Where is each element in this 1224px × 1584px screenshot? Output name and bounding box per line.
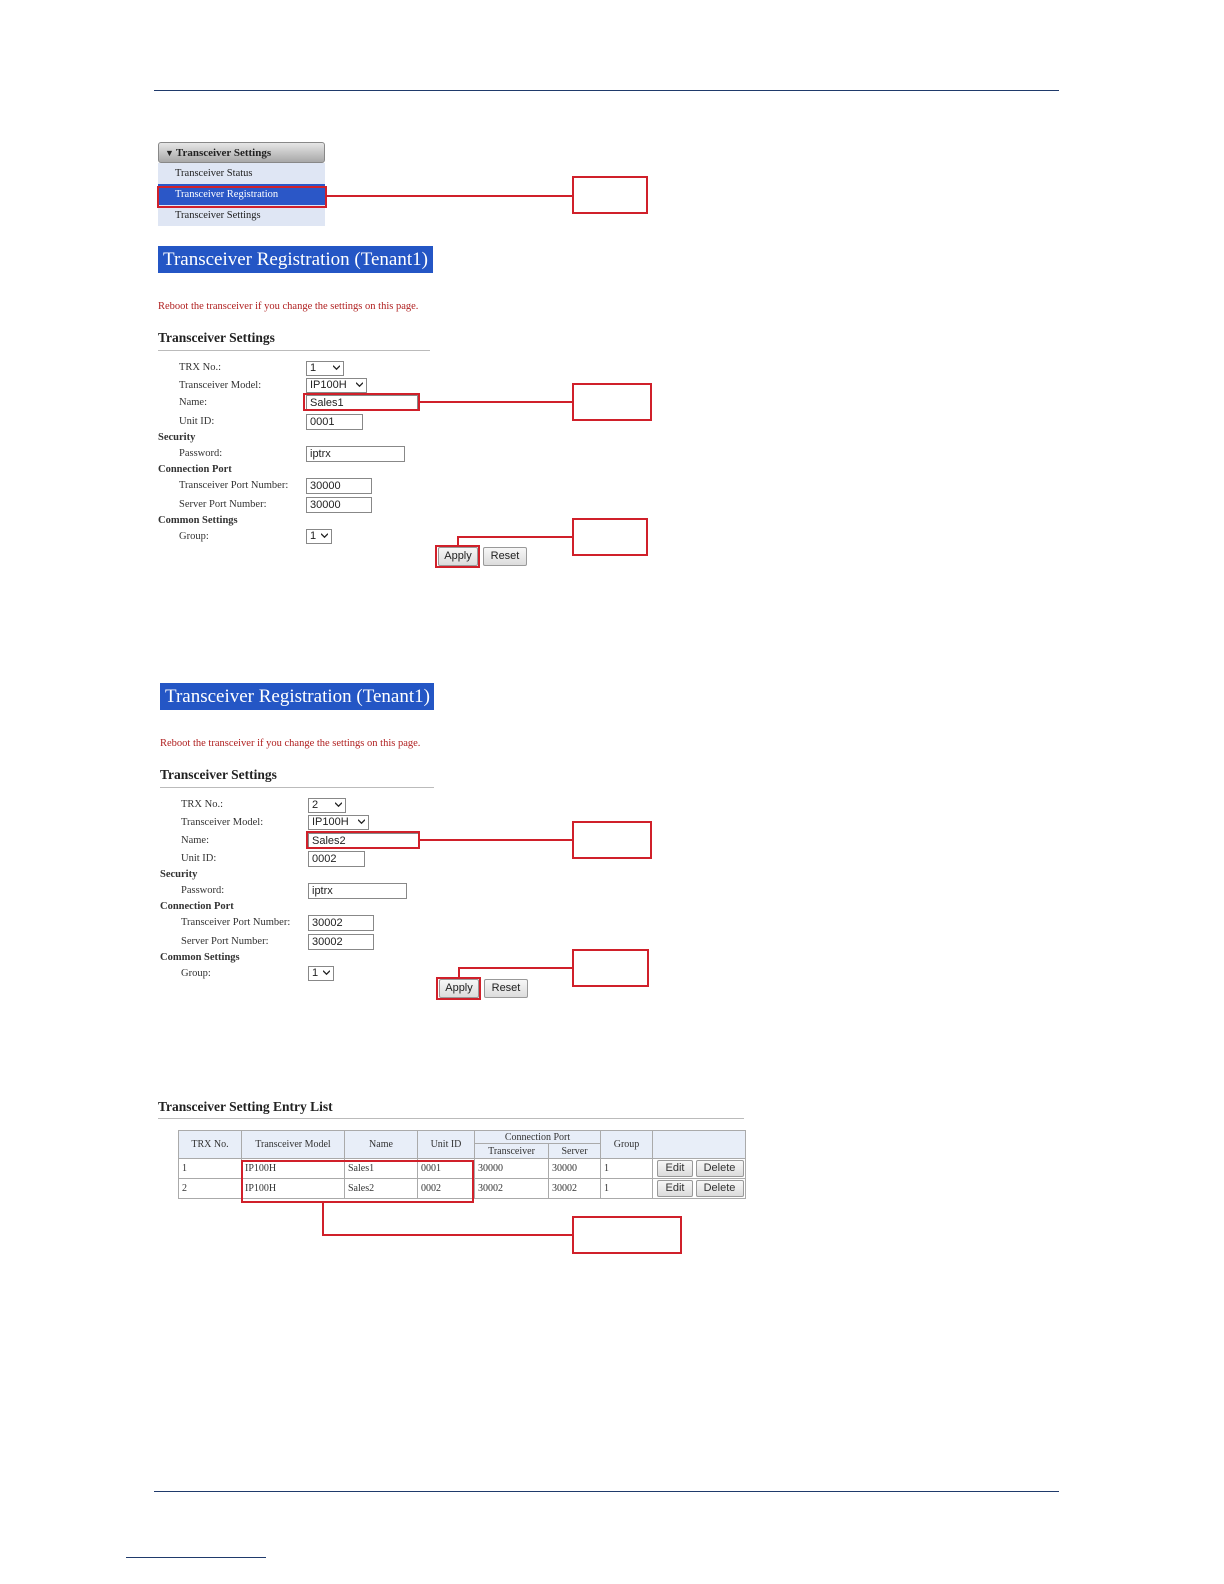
section-title: Transceiver Settings — [158, 330, 275, 345]
unit-id-label: Unit ID: — [181, 853, 217, 864]
section-rule — [158, 350, 430, 351]
unit-id-field[interactable]: 0002 — [308, 851, 365, 867]
callout-line — [322, 1234, 573, 1236]
delete-button[interactable]: Delete — [696, 1160, 744, 1177]
cell-actions — [653, 1159, 746, 1179]
menu-header-label: Transceiver Settings — [175, 147, 272, 159]
callout-line — [420, 401, 573, 403]
server-port-field[interactable]: 30002 — [308, 934, 374, 950]
model-label: Transceiver Model: — [181, 817, 264, 828]
trx-no-value: 1 — [310, 362, 317, 374]
col-trx-no: TRX No. — [179, 1131, 242, 1159]
server-port-label: Server Port Number: — [179, 499, 267, 510]
transceiver-settings-menu — [158, 142, 325, 226]
trx-port-field[interactable]: 30002 — [308, 915, 374, 931]
connection-port-heading: Connection Port — [160, 901, 234, 912]
callout-label-box — [572, 518, 648, 556]
header-rule — [154, 90, 1059, 91]
callout-label-box — [572, 1216, 682, 1254]
callout-label-box — [572, 176, 648, 214]
menu-item-transceiver-status[interactable]: Transceiver Status — [175, 168, 253, 179]
col-actions — [653, 1131, 746, 1159]
callout-box-name — [303, 393, 420, 411]
page-title: Transceiver Registration (Tenant1) — [160, 683, 434, 710]
group-label: Group: — [181, 968, 211, 979]
col-model: Transceiver Model — [242, 1131, 345, 1159]
name-label: Name: — [179, 397, 207, 408]
model-value: IP100H — [312, 816, 349, 828]
unit-id-field[interactable]: 0001 — [306, 414, 363, 430]
cell-unit-id: 0002 — [418, 1179, 475, 1199]
group-value: 1 — [310, 530, 317, 542]
cell-trx-port: 30002 — [475, 1179, 549, 1199]
callout-label-box — [572, 949, 649, 987]
common-settings-heading: Common Settings — [160, 952, 240, 963]
password-label: Password: — [181, 885, 225, 896]
cell-name: Sales1 — [345, 1159, 418, 1179]
trx-no-label: TRX No.: — [179, 362, 221, 373]
model-label: Transceiver Model: — [179, 380, 262, 391]
chevron-down-icon — [321, 532, 328, 539]
name-field[interactable]: Sales2 — [308, 833, 420, 849]
chevron-down-icon — [356, 381, 363, 388]
trx-no-label: TRX No.: — [181, 799, 223, 810]
apply-button[interactable]: Apply — [439, 979, 479, 998]
cell-name: Sales2 — [345, 1179, 418, 1199]
callout-label-box — [572, 821, 652, 859]
edit-button[interactable]: Edit — [657, 1160, 693, 1177]
callout-box-table-entries — [241, 1160, 474, 1203]
chevron-down-icon — [323, 969, 330, 976]
callout-box-apply — [435, 545, 480, 568]
security-heading: Security — [160, 869, 198, 880]
connection-port-heading: Connection Port — [158, 464, 232, 475]
footer-link-rule — [126, 1557, 266, 1558]
callout-line — [322, 1203, 324, 1236]
cell-group: 1 — [601, 1159, 653, 1179]
trx-port-label: Transceiver Port Number: — [179, 480, 289, 491]
cell-unit-id: 0001 — [418, 1159, 475, 1179]
edit-button[interactable]: Edit — [657, 1180, 693, 1197]
group-select[interactable] — [306, 529, 332, 544]
footer-rule — [154, 1491, 1059, 1492]
trx-no-select[interactable] — [306, 361, 344, 376]
cell-model: IP100H — [242, 1159, 345, 1179]
callout-line — [457, 536, 573, 538]
chevron-down-icon — [333, 364, 340, 371]
group-label: Group: — [179, 531, 209, 542]
callout-line — [420, 839, 573, 841]
apply-button[interactable]: Apply — [438, 547, 478, 566]
reboot-warning: Reboot the transceiver if you change the settings on this page. — [160, 738, 421, 749]
trx-port-label: Transceiver Port Number: — [181, 917, 291, 928]
cell-trx-port: 30000 — [475, 1159, 549, 1179]
unit-id-label: Unit ID: — [179, 416, 215, 427]
reset-button[interactable]: Reset — [484, 979, 528, 998]
col-transceiver: Transceiver — [475, 1144, 549, 1159]
entry-list-rule — [158, 1118, 744, 1119]
callout-line — [458, 967, 573, 969]
cell-server-port: 30000 — [549, 1159, 601, 1179]
callout-line — [327, 195, 573, 197]
group-value: 1 — [312, 967, 319, 979]
reset-button[interactable]: Reset — [483, 547, 527, 566]
chevron-down-icon — [335, 801, 342, 808]
common-settings-heading: Common Settings — [158, 515, 238, 526]
entry-list-title: Transceiver Setting Entry List — [158, 1099, 333, 1114]
callout-box-name — [306, 831, 420, 849]
callout-box-menu-highlight — [157, 186, 327, 208]
trx-port-field[interactable]: 30000 — [306, 478, 372, 494]
trx-no-select[interactable] — [308, 798, 346, 813]
section-rule — [160, 787, 434, 788]
group-select[interactable] — [308, 966, 334, 981]
server-port-label: Server Port Number: — [181, 936, 269, 947]
chevron-down-icon — [358, 818, 365, 825]
password-field[interactable]: iptrx — [306, 446, 405, 462]
col-server: Server — [549, 1144, 601, 1159]
delete-button[interactable]: Delete — [696, 1180, 744, 1197]
col-connection-port: Connection Port — [475, 1131, 601, 1144]
model-select[interactable] — [308, 815, 369, 830]
cell-model: IP100H — [242, 1179, 345, 1199]
model-value: IP100H — [310, 379, 347, 391]
menu-header[interactable] — [158, 142, 325, 163]
security-heading: Security — [158, 432, 196, 443]
col-group: Group — [601, 1131, 653, 1159]
name-field[interactable]: Sales1 — [306, 395, 418, 411]
callout-box-apply — [436, 977, 481, 1000]
reboot-warning: Reboot the transceiver if you change the settings on this page. — [158, 301, 419, 312]
server-port-field[interactable]: 30000 — [306, 497, 372, 513]
section-title: Transceiver Settings — [160, 767, 277, 782]
model-select[interactable] — [306, 378, 367, 393]
triangle-down-icon: ▼ — [165, 148, 174, 158]
cell-trx-no: 1 — [179, 1159, 242, 1179]
callout-label-box — [572, 383, 652, 421]
trx-no-value: 2 — [312, 799, 319, 811]
password-field[interactable]: iptrx — [308, 883, 407, 899]
page-title: Transceiver Registration (Tenant1) — [158, 246, 433, 273]
menu-item-transceiver-settings[interactable]: Transceiver Settings — [175, 210, 261, 221]
password-label: Password: — [179, 448, 223, 459]
menu-item-transceiver-registration[interactable]: Transceiver Registration — [158, 184, 325, 205]
cell-trx-no: 2 — [179, 1179, 242, 1199]
name-label: Name: — [181, 835, 209, 846]
cell-group: 1 — [601, 1179, 653, 1199]
col-unit-id: Unit ID — [418, 1131, 475, 1159]
cell-server-port: 30002 — [549, 1179, 601, 1199]
cell-actions — [653, 1179, 746, 1199]
col-name: Name — [345, 1131, 418, 1159]
